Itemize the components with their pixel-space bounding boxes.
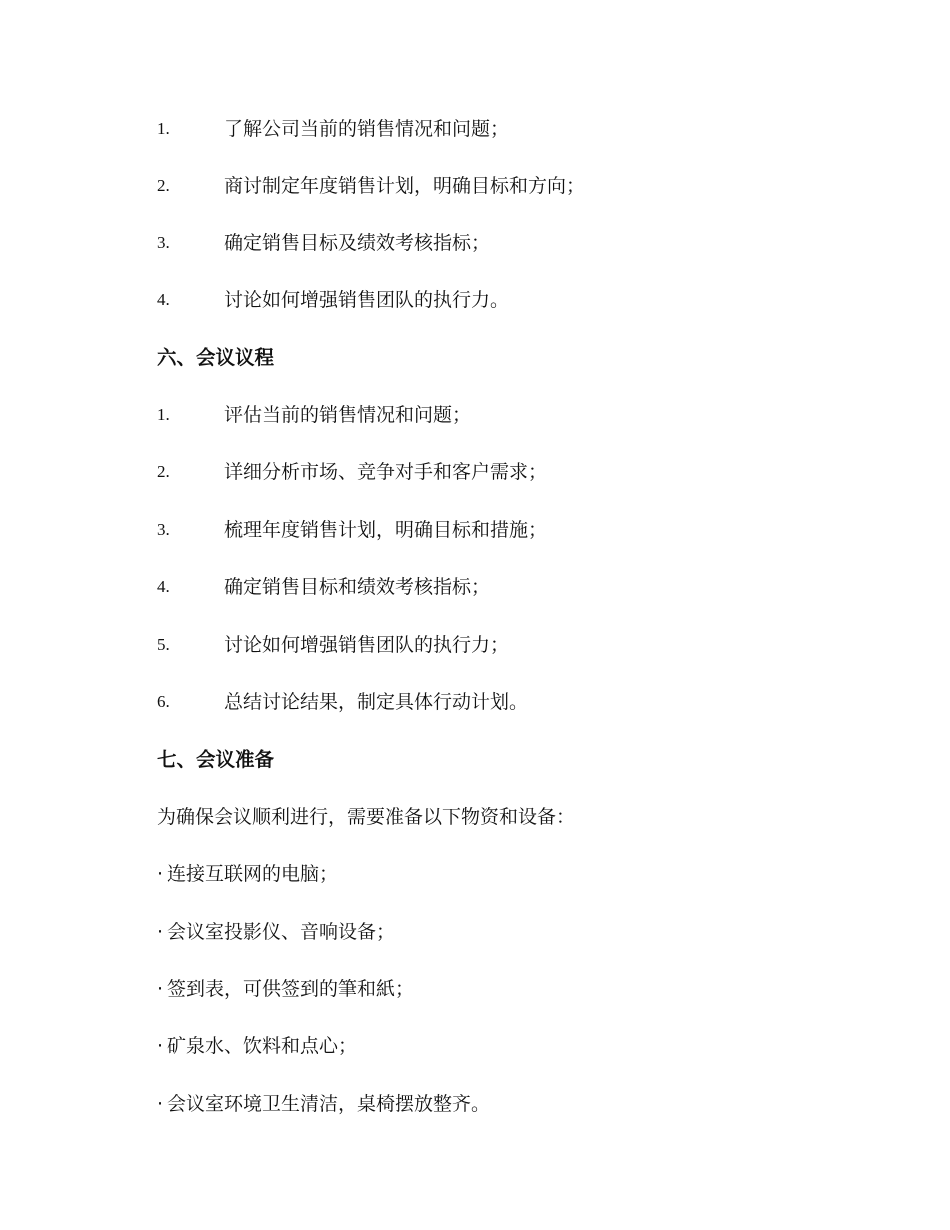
paragraph-intro: 为确保会议顺利进行，需要准备以下物资和设备：: [157, 806, 576, 828]
bullet-item: [157, 917, 395, 947]
list-item-text: 确定销售目标和绩效考核指标；: [224, 576, 491, 598]
bullet-item-text: 签到表，可供签到的筆和紙；: [167, 978, 415, 1000]
bullet-icon: ·: [157, 921, 164, 943]
list-item-text: 了解公司当前的销售情况和问题；: [224, 118, 510, 140]
bullet-item-text: 连接互联网的电脑；: [167, 863, 339, 885]
list-item-number: 3.: [157, 233, 170, 252]
list-item-number: 5.: [157, 635, 170, 654]
bullet-item: [157, 974, 414, 1004]
list-item-text: 总结讨论结果，制定具体行动计划。: [224, 691, 529, 713]
list-item-text: 讨论如何增强销售团队的执行力。: [224, 289, 510, 311]
bullet-item-text: 会议室环境卫生清洁，桌椅摆放整齐。: [167, 1093, 491, 1115]
bullet-icon: ·: [157, 978, 164, 1000]
list-item-text: 讨论如何增强销售团队的执行力；: [224, 634, 510, 656]
list-item-number: 3.: [157, 520, 170, 539]
list-item-text: 确定销售目标及绩效考核指标；: [224, 232, 491, 254]
list-item-text: 详细分析市场、竞争对手和客户需求；: [224, 461, 548, 483]
list-item-number: 4.: [157, 577, 170, 596]
list-item-text: 商讨制定年度销售计划，明确目标和方向；: [224, 175, 586, 197]
section-heading-agenda: 六、会议议程: [157, 346, 275, 369]
list-item-number: 4.: [157, 290, 170, 309]
bullet-item-text: 会议室投影仪、音响设备；: [167, 921, 396, 943]
bullet-item-text: 矿泉水、饮料和点心；: [167, 1035, 358, 1057]
bullet-icon: ·: [157, 1093, 164, 1115]
bullet-item: [157, 859, 338, 889]
list-item-number: 2.: [157, 462, 170, 481]
section-heading-preparation: 七、会议准备: [157, 748, 275, 771]
bullet-item: [157, 1031, 357, 1061]
list-item-number: 2.: [157, 176, 170, 195]
bullet-item: [157, 1089, 490, 1119]
list-item-number: 1.: [157, 405, 170, 424]
bullet-icon: ·: [157, 863, 164, 885]
bullet-icon: ·: [157, 1035, 164, 1057]
list-item-text: 梳理年度销售计划，明确目标和措施；: [224, 519, 548, 541]
list-item-number: 6.: [157, 692, 170, 711]
list-item-number: 1.: [157, 119, 170, 138]
list-item-text: 评估当前的销售情况和问题；: [224, 404, 472, 426]
